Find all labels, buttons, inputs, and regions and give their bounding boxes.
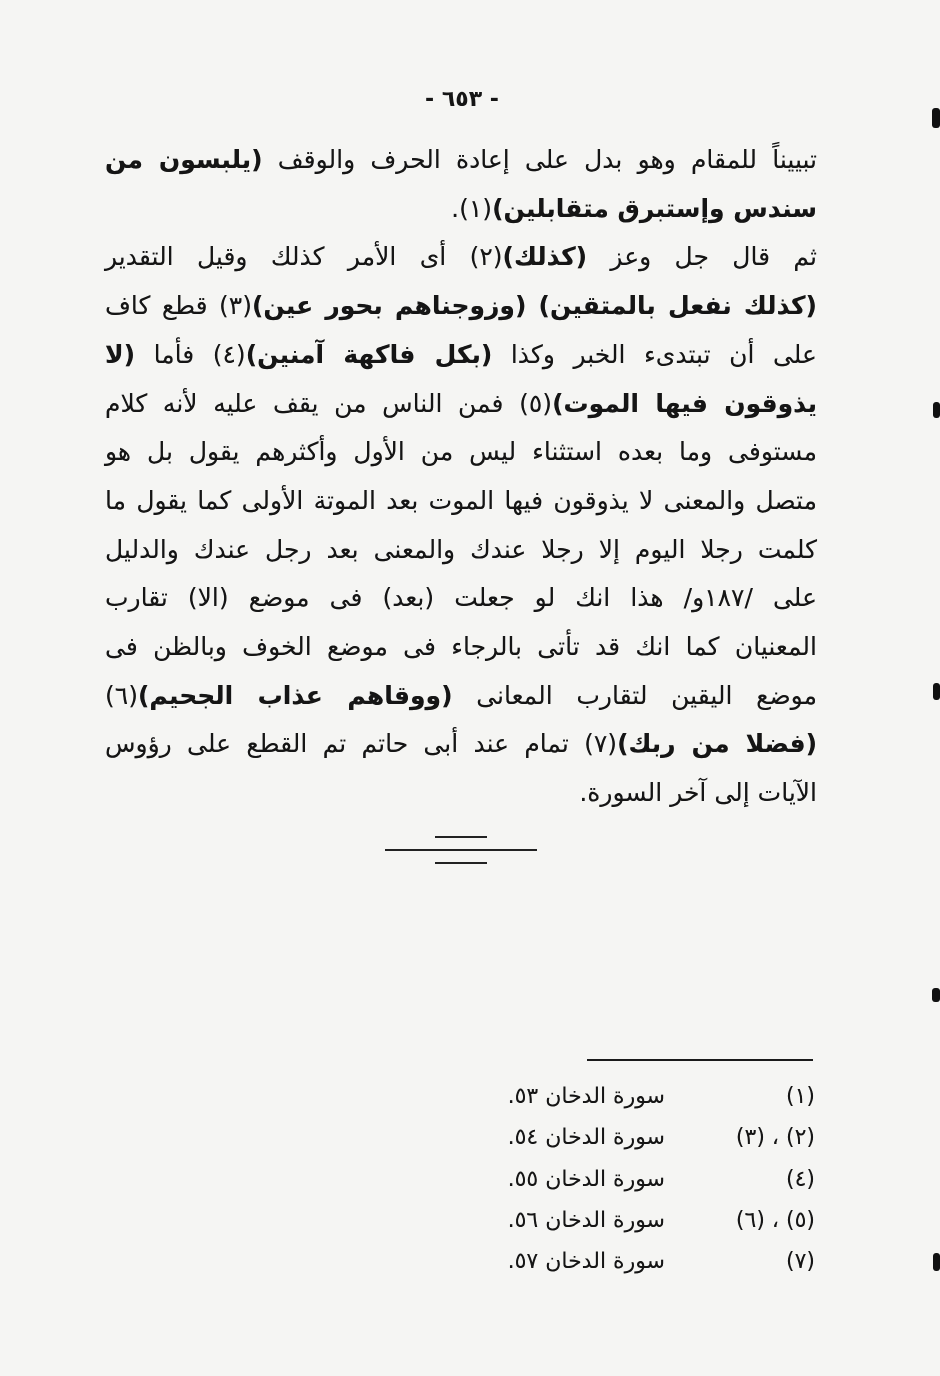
commentary-text: مستوفى وما بعده استثناء ليس من الأول وأكثرهم يقول بل هو <box>105 437 817 467</box>
footnote-text: سورة الدخان ٥٣. <box>507 1084 665 1109</box>
footnote-item <box>470 1200 815 1241</box>
section-divider-ornament <box>385 836 537 866</box>
footnote-ref: (١) <box>785 1084 815 1109</box>
quran-quote: (كذلك نفعل بالمتقين) (وزوجناهم بحور عين) <box>251 291 817 321</box>
commentary-text: تبييناً للمقام وهو بدل على إعادة الحرف والوقف <box>262 145 817 174</box>
text-line <box>105 574 817 623</box>
quran-quote: (بكل فاكهة آمنين) <box>245 339 493 369</box>
footnote-separator <box>587 1059 813 1061</box>
text-line <box>105 623 817 672</box>
divider-rule-middle <box>385 849 537 851</box>
text-line <box>105 282 817 331</box>
footnotes <box>470 1076 815 1282</box>
scan-edge-mark <box>932 108 940 128</box>
quran-quote: (يلبسون من <box>105 145 263 174</box>
footnote-item <box>470 1076 815 1117</box>
text-line <box>105 672 817 721</box>
commentary-text: كلمت رجلا اليوم إلا رجلا عندك والمعنى بعد رجل عندك والدليل <box>105 534 817 564</box>
text-line <box>105 185 817 234</box>
scan-edge-mark <box>933 402 940 418</box>
footnote-text: سورة الدخان ٥٥. <box>507 1166 665 1192</box>
commentary-text: (٧) تمام عند أبى حاتم تم القطع على رؤوس <box>105 729 618 759</box>
footnote-text: سورة الدخان ٥٦. <box>507 1207 665 1233</box>
divider-rule-top <box>435 836 487 838</box>
scan-edge-mark <box>933 1253 940 1271</box>
commentary-text: على /١٨٧و/ هذا انك لو جعلت (بعد) فى موضع (الا) تقارب <box>105 583 817 613</box>
footnote-ref: (٤) <box>785 1166 815 1192</box>
commentary-text: متصل والمعنى لا يذوقون فيها الموت بعد الموتة الأولى كما يقول ما <box>105 485 817 515</box>
commentary-text: (٦) <box>105 680 138 710</box>
text-line <box>105 428 817 477</box>
footnote-text: سورة الدخان ٥٤. <box>507 1125 665 1151</box>
commentary-text: الآيات إلى آخر السورة. <box>579 778 817 808</box>
footnote-item <box>470 1159 815 1200</box>
commentary-text: (٣) قطع كاف <box>105 291 252 321</box>
divider-rule-bottom <box>435 862 487 864</box>
commentary-text: على أن تبتدىء الخبر وكذا <box>492 339 817 369</box>
quran-quote: سندس وإستبرق متقابلين) <box>492 193 817 223</box>
text-line <box>105 477 817 526</box>
text-line <box>105 136 817 185</box>
text-line <box>105 331 817 380</box>
footnote-ref: (٧) <box>785 1249 815 1275</box>
commentary-text: (٢) أى الأمر كذلك وقيل التقدير <box>105 242 503 272</box>
text-line <box>105 769 817 818</box>
footnote-ref: (٢) ، (٣) <box>735 1125 815 1151</box>
scan-edge-mark <box>933 683 940 700</box>
footnote-text: سورة الدخان ٥٧. <box>507 1249 665 1275</box>
commentary-text: (١). <box>451 193 493 223</box>
quran-quote: (كذلك) <box>502 242 588 272</box>
scan-edge-mark <box>932 988 940 1002</box>
main-text <box>105 136 817 818</box>
quran-quote: (لا <box>105 339 136 369</box>
quran-quote: (ووقاهم عذاب الجحيم) <box>137 680 453 710</box>
page-number: - ٦٥٣ - <box>425 87 499 112</box>
text-line <box>105 380 817 429</box>
commentary-text: (٤) فأما <box>135 339 246 369</box>
quran-quote: يذوقون فيها الموت) <box>552 388 818 418</box>
commentary-text: ثم قال جل وعز <box>587 242 817 272</box>
text-line <box>105 526 817 575</box>
commentary-text: (٥) فمن الناس من يقف عليه لأنه كلام <box>105 388 553 418</box>
commentary-text: المعنيان كما انك قد تأتى بالرجاء فى موضع الخوف وبالظن فى <box>105 632 817 662</box>
quran-quote: (فضلا من ربك) <box>617 729 818 759</box>
text-line <box>105 720 817 769</box>
footnote-ref: (٥) ، (٦) <box>735 1207 815 1233</box>
footnote-item <box>470 1117 815 1158</box>
footnote-item <box>470 1241 815 1282</box>
text-line <box>105 233 817 282</box>
commentary-text: موضع اليقين لتقارب المعانى <box>452 680 817 710</box>
